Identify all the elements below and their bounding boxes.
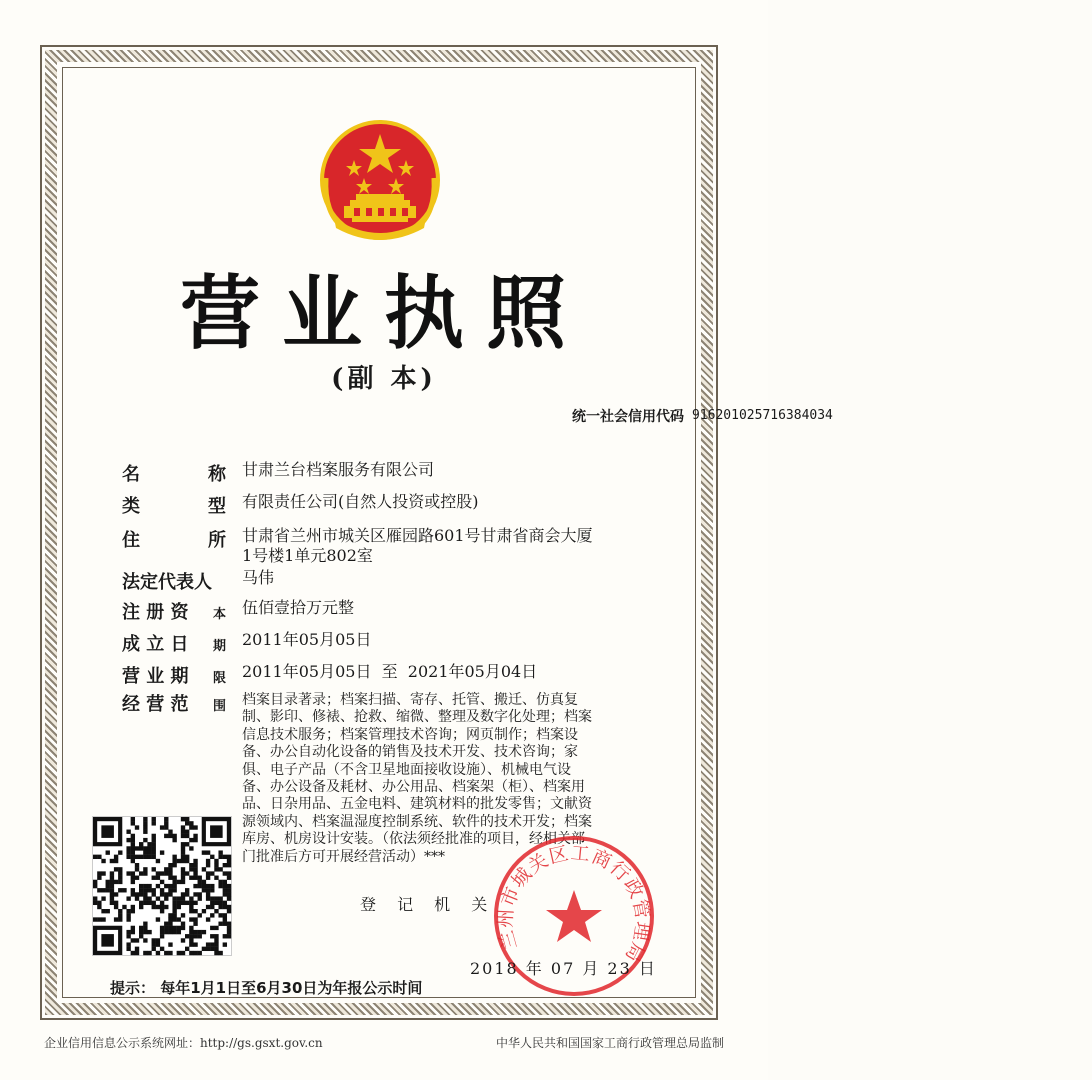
credit-code-value: 916201025716384034 xyxy=(692,408,833,423)
label-char: 本 xyxy=(212,607,226,622)
field-label xyxy=(122,690,226,716)
label-char: 所 xyxy=(208,530,226,551)
label-char: 围 xyxy=(212,699,226,714)
company-address xyxy=(242,526,642,566)
field-label xyxy=(122,492,226,518)
scope-line: 信息技术服务；档案管理技术咨询；网页制作；档案设 xyxy=(242,726,578,743)
field-label xyxy=(122,460,226,486)
footer-website: 企业信用信息公示系统网址：http://gs.gsxt.gov.cn xyxy=(44,1036,323,1050)
qr-code-icon[interactable] xyxy=(92,816,232,956)
company-name: 甘肃兰台档案服务有限公司 xyxy=(242,460,435,479)
scope-line: 源领域内、档案温湿度控制系统、软件的技术开发；档案 xyxy=(242,813,592,830)
credit-code xyxy=(572,406,833,426)
label-char: 型 xyxy=(208,496,226,517)
label-text: 营 业 期 xyxy=(122,666,189,687)
field-label: 法定代表人 xyxy=(122,572,212,593)
document-subtitle: (副 本) xyxy=(331,364,437,394)
field-label xyxy=(122,598,226,624)
footer-issuer: 中华人民共和国国家工商行政管理总局监制 xyxy=(495,1036,724,1050)
scope-line: 备、办公设备及耗材、办公用品、档案架（柜）、档案用 xyxy=(242,779,585,796)
scope-line: 库房、机房设计安装。（依法须经批准的项目，经相关部 xyxy=(242,831,585,848)
credit-code-label: 统一社会信用代码 xyxy=(572,409,684,425)
scope-line: 俱、电子产品（不含卫星地面接收设施）、机械电气设 xyxy=(242,761,571,778)
scope-line: 品、日杂用品、五金电料、建筑材料的批发零售；文献资 xyxy=(242,796,592,813)
scope-line: 门批准后方可开展经营活动）*** xyxy=(242,848,445,865)
address-line: 1号楼1单元802室 xyxy=(242,546,373,565)
label-char: 住 xyxy=(122,530,140,551)
registered-capital: 伍佰壹拾万元整 xyxy=(242,598,355,617)
national-emblem-icon xyxy=(314,118,446,246)
label-text: 成 立 日 xyxy=(122,634,189,655)
document-title: 营业执照 xyxy=(180,266,588,360)
label-char: 名 xyxy=(122,464,140,485)
company-type: 有限责任公司(自然人投资或控股) xyxy=(242,492,479,511)
label-text: 经 营 范 xyxy=(122,694,189,715)
label-char: 限 xyxy=(212,671,226,686)
label-char: 称 xyxy=(208,464,226,485)
annual-report-tip: 提示： 每年1月1日至6月30日为年报公示时间 xyxy=(110,979,423,997)
scope-line: 备、办公自动化设备的销售及技术开发、技术咨询；家 xyxy=(242,744,578,761)
scope-line: 档案目录著录；档案扫描、寄存、托管、搬迁、仿真复 xyxy=(242,692,578,708)
label-char: 类 xyxy=(122,496,140,517)
field-label xyxy=(122,526,226,552)
seal-text: 兰州市城关区工商行政管理局 xyxy=(494,841,654,967)
field-label xyxy=(122,630,226,656)
label-text: 注 册 资 xyxy=(122,602,189,623)
legal-representative: 马伟 xyxy=(242,568,275,587)
established-date: 2011年05月05日 xyxy=(242,630,372,649)
business-term: 2011年05月05日 至 2021年05月04日 xyxy=(242,662,538,681)
label-char: 期 xyxy=(212,639,226,654)
field-label xyxy=(122,662,226,688)
registration-authority-label: 登 记 机 关 xyxy=(360,895,496,914)
scope-line: 制、影印、修裱、抢救、缩微、整理及数字化处理；档案 xyxy=(242,709,592,726)
issue-date: 2018 年 07 月 23 日 xyxy=(470,959,657,978)
address-line: 甘肃省兰州市城关区雁园路601号甘肃省商会大厦 xyxy=(242,526,593,545)
